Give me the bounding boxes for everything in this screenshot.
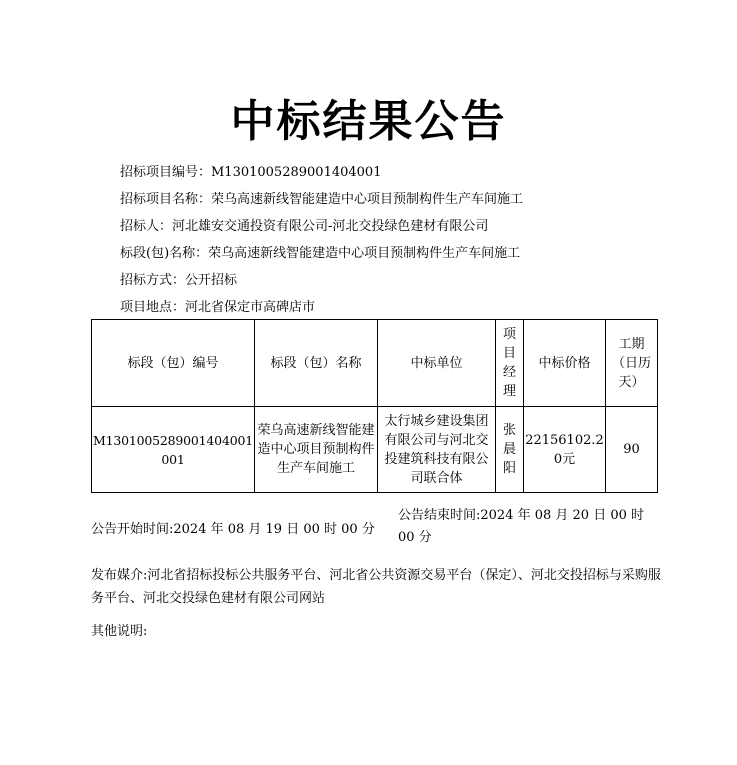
result-table (91, 319, 658, 493)
header-section-no: 标段（包）编号 (92, 320, 255, 407)
table-row (92, 407, 658, 493)
header-manager-text: 项目经理 (503, 327, 517, 399)
header-period: 工期（日历天） (606, 320, 658, 407)
page-title: 中标结果公告 (230, 96, 507, 147)
project-number: 招标项目编号：M1301005289001404001 (120, 165, 382, 180)
cell-price: 22156102.20元 (524, 407, 606, 493)
other-notes: 其他说明: (91, 624, 148, 639)
notice-start-time: 公告开始时间:2024 年 08 月 19 日 00 时 00 分 (91, 522, 375, 537)
cell-section-no: M1301005289001404001001 (92, 407, 255, 493)
cell-manager (496, 407, 524, 493)
header-price: 中标价格 (524, 320, 606, 407)
publish-media: 发布媒介:河北省招标投标公共服务平台、河北省公共资源交易平台（保定）、河北交投招标与采购服务平台、河北交投绿色建材有限公司网站 (91, 568, 661, 606)
table-header-row (92, 320, 658, 407)
header-manager (496, 320, 524, 407)
notice-end-time: 公告结束时间:2024 年 08 月 20 日 00 时 00 分 (398, 508, 645, 545)
project-name: 招标项目名称：荣乌高速新线智能建造中心项目预制构件生产车间施工 (120, 192, 524, 207)
header-winner: 中标单位 (378, 320, 496, 407)
section-name: 标段(包)名称：荣乌高速新线智能建造中心项目预制构件生产车间施工 (120, 246, 521, 261)
cell-section-name: 荣乌高速新线智能建造中心项目预制构件生产车间施工 (255, 407, 378, 493)
project-info (120, 162, 523, 324)
cell-manager-text: 张晨阳 (503, 423, 517, 476)
header-section-name: 标段（包）名称 (255, 320, 378, 407)
tenderee: 招标人：河北雄安交通投资有限公司-河北交投绿色建材有限公司 (120, 219, 489, 234)
tender-method: 招标方式：公开招标 (120, 273, 238, 288)
cell-period: 90 (606, 407, 658, 493)
cell-winner: 太行城乡建设集团有限公司与河北交投建筑科技有限公司联合体 (378, 407, 496, 493)
project-location: 项目地点：河北省保定市高碑店市 (120, 300, 316, 315)
